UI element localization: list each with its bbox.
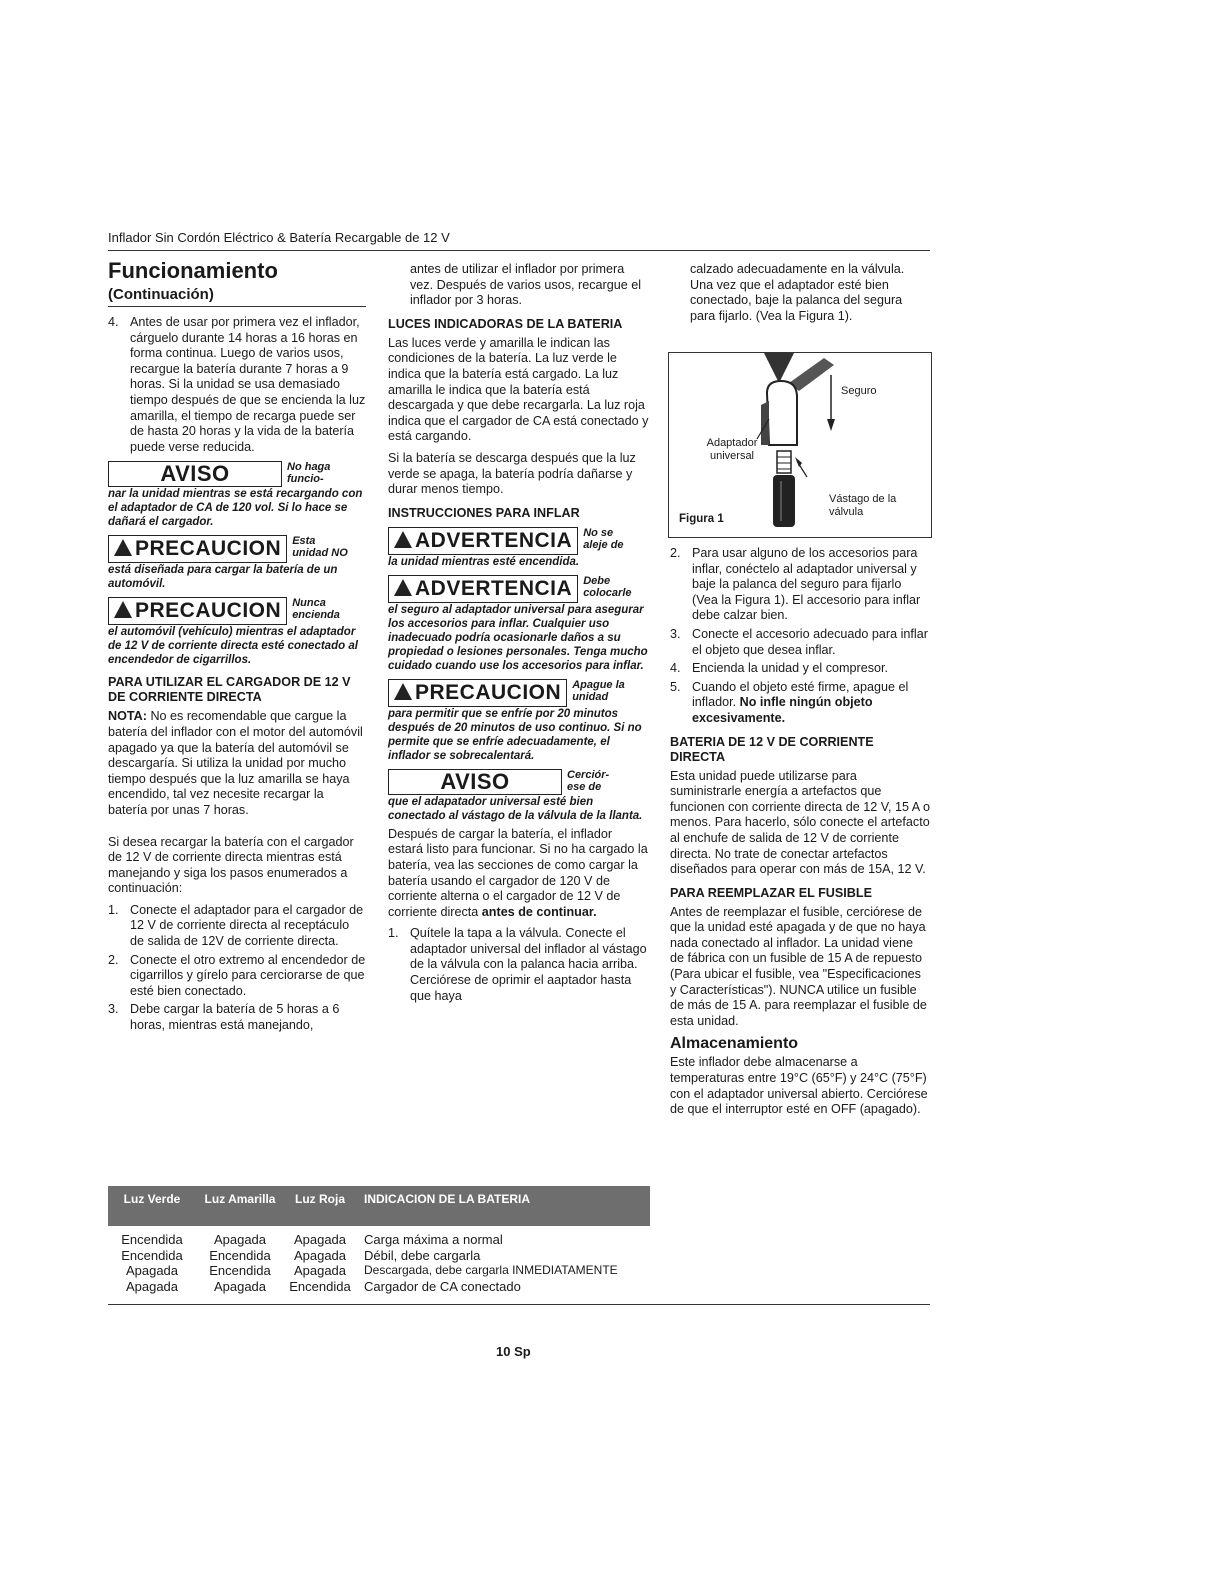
warning-triangle-icon	[394, 579, 412, 596]
aviso-label: AVISO	[388, 769, 562, 795]
warning-triangle-icon	[114, 601, 132, 618]
column-3	[670, 262, 930, 330]
list-item: 5. Cuando el objeto esté firme, apague el inflador. No infle ningún objeto excesivamente.	[670, 679, 909, 725]
luces-paragraph: Las luces verde y amarilla le indican las condiciones de la batería. La luz verde le indica que la batería está cargado. La luz amarilla le indica que la batería está descargada y que debe recargarla. La luz roja indica que el cargador de CA está conectado y está cargando.	[388, 335, 649, 444]
table-row: Encendida Encendida Apagada Débil, debe cargarla	[121, 1247, 481, 1263]
item-text: Antes de usar por primera vez el inflador, cárguelo durante 14 horas a 16 horas en forma continua. Luego de varios usos, recargue la batería durante 7 horas a 9 horas. Si la unidad se usa demasiado tiempo después de que se encienda la luz amarilla, el tiempo de recarga puede ser de hasta 20 horas y la vida de la batería puede verse reducida.	[130, 315, 366, 454]
almacenamiento-paragraph: Este inflador debe almacenarse a temperaturas entre 19°C (65°F) y 24°C (75°F) con el adaptador universal abierto. Cerciórese de que el interruptor esté en OFF (apagado).	[670, 1055, 928, 1117]
bateria-paragraph: Esta unidad puede utilizarse para suministrarle energía a artefactos que funcionen con corriente directa de 12 V, 15 A o menos. Para hacerlo, sólo conecte el artefacto al enchufe de salida de 12 V de corriente directa. No trate de conectar artefactos diseñados para operar con más de 15A, 12 V.	[670, 768, 930, 877]
warning-triangle-icon	[114, 539, 132, 556]
nota-paragraph: NOTA: No es recomendable que cargue la batería del inflador con el motor del automóvil apagado ya que la batería del automóvil se descargaría. Si utiliza la unidad por mucho tiempo después que la luz amarilla se haya encendido, tal vez necesite recargar la batería por unas 7 horas.	[108, 709, 363, 817]
header-luz-amarilla: Luz Amarilla	[204, 1192, 276, 1206]
header-luz-roja: Luz Roja	[295, 1192, 345, 1206]
header-indicacion: INDICACION DE LA BATERIA	[364, 1192, 530, 1206]
header-luz-verde: Luz Verde	[123, 1192, 181, 1206]
advertencia-warning-1	[388, 527, 650, 569]
warning-text: que el adapatador universal esté bien conectado al vástago de la válvula de la llanta.	[388, 795, 643, 822]
list-item: 4. Encienda la unidad y el compresor.	[670, 661, 889, 676]
list-item: 1. Quítele la tapa a la válvula. Conecte el adaptador universal del inflador al vástago de la válvula con la palanca hacia arriba. Cerciórese de oprimir el aaptador hasta que haya	[388, 926, 647, 1003]
page-number: 10 Sp	[496, 1344, 531, 1359]
list-item: 3. Debe cargar la batería de 5 horas a 6 horas, mientras está manejando,	[108, 1002, 340, 1033]
warning-text: la unidad mientras esté encendida.	[388, 555, 580, 568]
battery-indicator-table	[108, 1186, 650, 1294]
precaucion-warning-1	[108, 535, 366, 591]
warning-side-text: Cerciór-ese de	[567, 768, 610, 793]
heading-fusible: PARA REEMPLAZAR EL FUSIBLE	[670, 885, 872, 900]
precaucion-warning-3	[388, 679, 650, 763]
list-item: 2. Conecte el otro extremo al encendedor de cigarrillos y gírelo para cerciorarse de que esté bien conectado.	[108, 952, 366, 998]
despues-paragraph: Después de cargar la batería, el inflador estará listo para funcionar. Si no ha cargado la batería, vea las secciones de como cargar la batería usando el cargador de 120 V de corriente alterna o el cargador de 12 V de corriente directa antes de continuar.	[388, 826, 648, 919]
warning-side-text: No se aleje de	[583, 526, 624, 551]
warning-triangle-icon	[394, 531, 412, 548]
figure-label-vastago: Vástago de la válvula	[829, 493, 897, 518]
item-number: 4.	[108, 315, 119, 329]
heading-cargador-12v: PARA UTILIZAR EL CARGADOR DE 12 V DE CORRIENTE DIRECTA	[108, 675, 351, 705]
warning-text: el automóvil (vehículo) mientras el adaptador de 12 V de corriente directa esté conectado al encendedor de cigarrillos.	[108, 626, 358, 667]
footer-rule	[108, 1304, 930, 1305]
running-header: Inflador Sin Cordón Eléctrico & Batería Recargable de 12 V	[108, 230, 450, 245]
figure-label-adaptador: Adaptador universal	[706, 437, 758, 462]
warning-side-text: Esta unidad NO	[292, 535, 348, 560]
header-rule	[108, 250, 930, 251]
aviso-label: AVISO	[108, 461, 282, 487]
continued-paragraph: calzado adecuadamente en la válvula. Una vez que el adaptador esté bien conectado, baje la palanca del segura para fijarlo. (Vea la Figura 1).	[690, 262, 905, 323]
table-header	[108, 1186, 650, 1226]
warning-text: el seguro al adaptador universal para asegurar los accesorios para inflar. Cualquier uso inadecuado podría ocasionarle daños a su propiedad o lesiones personales. Tenga mucho cuidado cuando use los accesorios para inflar.	[388, 603, 648, 672]
heading-almacenamiento: Almacenamiento	[670, 1035, 799, 1053]
list-item: 2. Para usar alguno de los accesorios para inflar, conéctelo al adaptador universal y baje la palanca del seguro para fijarlo (Vea la Figura 1). El accesorio para inflar debe calzar bien.	[670, 546, 921, 623]
warning-text: está diseñada para cargar la batería de un automóvil.	[108, 564, 338, 591]
column-3-lower	[670, 546, 930, 1124]
warning-text: nar la unidad mientras se está recargando con el adaptador de CA de 120 vol. Si lo hace se dañará el cargador.	[108, 488, 363, 529]
warning-side-text: No haga funcio-	[287, 461, 331, 486]
advertencia-warning-2	[388, 575, 650, 673]
precaucion-label: PRECAUCION	[108, 535, 287, 563]
advertencia-label: ADVERTENCIA	[388, 575, 578, 603]
section-title: Funcionamiento	[108, 258, 278, 283]
section-subtitle: (Continuación)	[108, 286, 366, 307]
warning-side-text: Nunca encienda	[292, 597, 340, 622]
figure-label-seguro: Seguro	[841, 385, 877, 397]
precaucion-label: PRECAUCION	[388, 679, 567, 707]
precaucion-warning-2	[108, 597, 366, 667]
list-item: 3. Conecte el accesorio adecuado para inflar el objeto que desea inflar.	[670, 626, 928, 657]
table-row: Encendida Apagada Apagada Carga máxima a normal	[121, 1232, 503, 1247]
heading-bateria-12v: BATERIA DE 12 V DE CORRIENTE DIRECTA	[670, 734, 874, 764]
heading-inflar: INSTRUCCIONES PARA INFLAR	[388, 505, 580, 520]
warning-side-text: Apague la unidad	[572, 678, 625, 703]
continued-paragraph: antes de utilizar el inflador por primera vez. Después de varios usos, recargue el inflador por 3 horas.	[410, 262, 642, 308]
fusible-paragraph: Antes de reemplazar el fusible, cerciórese de que la unidad esté apagada y de que no haya nada conectado al inflador. La unidad viene de fábrica con un fusible de 15 A de repuesto (Para ubicar el fusible, vea "Especificaciones y Características"). NUNCA utilice un fusible de más de 15 A. para reemplazar el fusible de esta unidad.	[670, 904, 927, 1028]
figure-caption: Figura 1	[679, 513, 724, 525]
list-item: 1. Conecte el adaptador para el cargador de 12 V de corriente directa al receptáculo de salida de 12V de corriente directa.	[108, 902, 364, 949]
column-2	[388, 262, 650, 1007]
advertencia-label: ADVERTENCIA	[388, 527, 578, 555]
heading-luces: LUCES INDICADORAS DE LA BATERIA	[388, 316, 623, 331]
figure-1	[668, 352, 932, 538]
warning-text: para permitir que se enfríe por 20 minutos después de 20 minutos de uso continuo. Si no permite que se enfríe adecuadamente, el inflador se sobrecalentará.	[388, 707, 642, 762]
list-item	[108, 315, 366, 455]
column-1	[108, 258, 366, 1037]
table-row: Apagada Apagada Encendida Cargador de CA conectado	[125, 1278, 521, 1294]
aviso-warning-2	[388, 769, 650, 823]
precaucion-label: PRECAUCION	[108, 597, 287, 625]
verde-paragraph: Si la batería se descarga después que la luz verde se apaga, la batería podría dañarse y durar menos tiempo.	[388, 450, 636, 497]
table-row: Apagada Encendida Apagada Descargada, debe cargarla INMEDIATAMENTE	[125, 1263, 618, 1278]
warning-side-text: Debe colocarle	[583, 574, 632, 599]
aviso-warning-1	[108, 461, 366, 529]
recargar-paragraph: Si desea recargar la batería con el cargador de 12 V de corriente directa mientras está manejando y siga los pasos enumerados a continuación:	[108, 834, 354, 896]
warning-triangle-icon	[394, 683, 412, 700]
